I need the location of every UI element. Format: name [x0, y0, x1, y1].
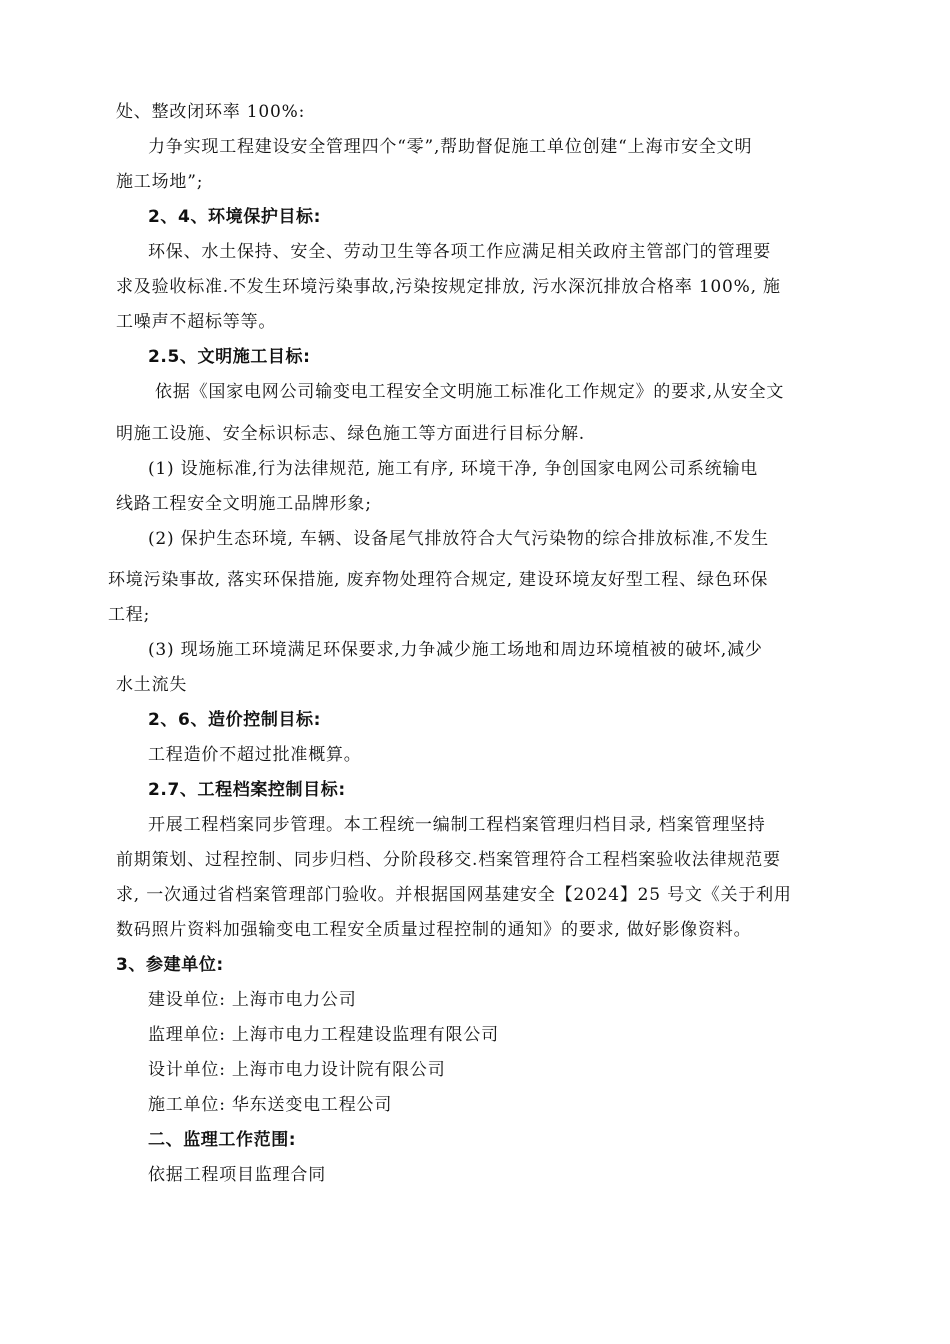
- text-line: 工程造价不超过批准概算。: [148, 745, 362, 765]
- section-heading: 2.7、工程档案控制目标:: [148, 780, 346, 800]
- text-line: (3) 现场施工环境满足环保要求,力争减少施工场地和周边环境植被的破坏,减少: [148, 640, 763, 660]
- text-line: 明施工设施、安全标识标志、绿色施工等方面进行目标分解.: [116, 424, 586, 444]
- text-line: 线路工程安全文明施工品牌形象;: [116, 494, 372, 514]
- section-heading: 2、4、环境保护目标:: [148, 207, 322, 227]
- text-line: (1) 设施标准,行为法律规范, 施工有序, 环境干净, 争创国家电网公司系统输电: [148, 459, 759, 479]
- text-line: 数码照片资料加强输变电工程安全质量过程控制的通知》的要求, 做好影像资料。: [116, 920, 752, 940]
- text-line: 设计单位: 上海市电力设计院有限公司: [148, 1060, 446, 1080]
- text-line: 工程;: [108, 605, 151, 625]
- text-line: 依据工程项目监理合同: [148, 1165, 326, 1185]
- text-line: 依据《国家电网公司输变电工程安全文明施工标准化工作规定》的要求,从安全文: [155, 382, 785, 402]
- section-heading: 3、参建单位:: [116, 955, 224, 975]
- text-line: 求及验收标准.不发生环境污染事故,污染按规定排放, 污水深沉排放合格率 100%, 施: [116, 277, 781, 297]
- text-line: 处、整改闭环率 100%:: [116, 102, 306, 122]
- text-line: 施工场地”;: [116, 172, 204, 192]
- text-line: 施工单位: 华东送变电工程公司: [148, 1095, 393, 1115]
- text-line: 力争实现工程建设安全管理四个“零”,帮助督促施工单位创建“上海市安全文明: [148, 137, 753, 157]
- text-line: 建设单位: 上海市电力公司: [148, 990, 357, 1010]
- text-line: 水土流失: [116, 675, 188, 695]
- text-line: 环境污染事故, 落实环保措施, 废弃物处理符合规定, 建设环境友好型工程、绿色环保: [108, 570, 769, 590]
- text-line: 前期策划、过程控制、同步归档、分阶段移交.档案管理符合工程档案验收法律规范要: [116, 850, 781, 870]
- text-line: 监理单位: 上海市电力工程建设监理有限公司: [148, 1025, 499, 1045]
- section-heading: 2、6、造价控制目标:: [148, 710, 322, 730]
- text-line: (2) 保护生态环境, 车辆、设备尾气排放符合大气污染物的综合排放标准,不发生: [148, 529, 769, 549]
- text-line: 环保、水土保持、安全、劳动卫生等各项工作应满足相关政府主管部门的管理要: [148, 242, 771, 262]
- section-heading: 二、监理工作范围:: [148, 1130, 297, 1150]
- section-heading: 2.5、文明施工目标:: [148, 347, 311, 367]
- text-line: 开展工程档案同步管理。本工程统一编制工程档案管理归档目录, 档案管理坚持: [148, 815, 766, 835]
- text-line: 工噪声不超标等等。: [116, 312, 277, 332]
- text-line: 求, 一次通过省档案管理部门验收。并根据国网基建安全【2024】25 号文《关于利用: [116, 885, 792, 905]
